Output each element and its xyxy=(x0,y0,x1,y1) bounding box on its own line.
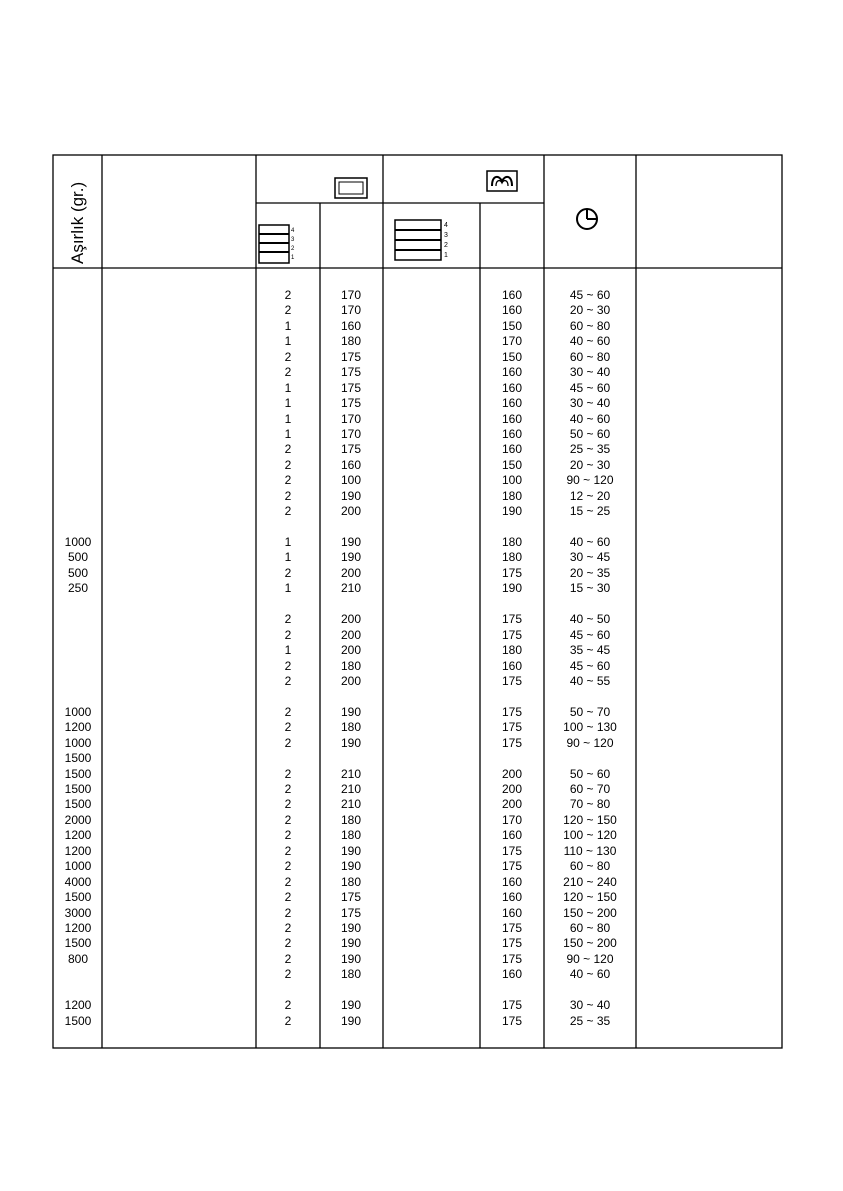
temperature-cell: 190 xyxy=(501,504,523,519)
temperature-cell: 175 xyxy=(501,720,523,735)
time-cell: 25 ~ 35 xyxy=(569,1013,611,1028)
shelf-cell xyxy=(256,751,320,766)
shelf-cell: 2 xyxy=(284,859,292,874)
weight-cell: 1000 xyxy=(64,535,92,549)
weight-header: Aşırlık (gr.) xyxy=(68,181,87,264)
temperature-cell: 160 xyxy=(501,288,523,302)
temperature-cell: 150 xyxy=(501,349,523,364)
temperature-cell: 170 xyxy=(340,303,362,318)
conventional-oven-icon xyxy=(334,177,368,199)
shelf-cell: 2 xyxy=(284,565,292,580)
shelf-cell xyxy=(256,597,320,612)
shelf-cell: 2 xyxy=(284,874,292,889)
shelf-num: 2 xyxy=(291,246,295,252)
weight-cell xyxy=(54,983,102,998)
time-cell: 45 ~ 60 xyxy=(569,288,611,302)
temperature-cell xyxy=(480,689,544,704)
shelf-num: 4 xyxy=(444,222,448,229)
weight-cell: 1200 xyxy=(64,720,92,735)
temperature-cell: 160 xyxy=(501,967,523,982)
time-cell: 50 ~ 60 xyxy=(569,426,611,441)
temperature-cell: 180 xyxy=(340,874,362,889)
temperature-cell: 100 xyxy=(340,473,362,488)
shelf-cell: 2 xyxy=(284,704,292,719)
weight-cell: 1500 xyxy=(64,797,92,812)
fan-oven-icon xyxy=(486,170,518,192)
weight-cell: 2000 xyxy=(64,812,92,827)
time-cell: 12 ~ 20 xyxy=(569,488,611,503)
weight-cell xyxy=(54,612,102,627)
shelf-cell: 2 xyxy=(284,828,292,843)
weight-cell xyxy=(54,628,102,643)
temperature-cell: 175 xyxy=(501,936,523,951)
shelf-cell: 2 xyxy=(284,766,292,781)
shelf-num: 3 xyxy=(444,232,448,239)
weight-cell xyxy=(54,643,102,658)
weight-cell: 4000 xyxy=(64,874,92,889)
shelf-cell: 1 xyxy=(284,550,292,565)
time-cell: 30 ~ 40 xyxy=(569,998,611,1013)
temperature-cell: 175 xyxy=(501,859,523,874)
shelf-cell: 2 xyxy=(284,303,292,318)
temperature-cell: 170 xyxy=(340,411,362,426)
temperature-cell: 210 xyxy=(340,581,362,596)
time-cell: 120 ~ 150 xyxy=(563,890,617,905)
shelf-cell: 2 xyxy=(284,812,292,827)
weight-cell: 1200 xyxy=(64,920,92,935)
time-cell: 150 ~ 200 xyxy=(563,905,617,920)
weight-cell xyxy=(54,334,102,349)
weight-cell xyxy=(54,489,102,504)
weight-cell xyxy=(54,674,102,689)
temperature-cell: 175 xyxy=(501,627,523,642)
temperature-cell: 160 xyxy=(501,905,523,920)
shelf-cell: 2 xyxy=(284,1013,292,1028)
temperature-cell: 210 xyxy=(340,797,362,812)
temperature-cell: 160 xyxy=(501,442,523,457)
temperature-cell xyxy=(480,983,544,998)
temperature-cell: 175 xyxy=(501,612,523,627)
time-cell: 40 ~ 50 xyxy=(569,612,611,627)
temperature-cell: 190 xyxy=(340,920,362,935)
temperature-cell: 180 xyxy=(340,720,362,735)
temperature-cell: 190 xyxy=(340,951,362,966)
shelf-cell: 2 xyxy=(284,442,292,457)
shelf-cell: 2 xyxy=(284,782,292,796)
temperature-cell: 190 xyxy=(340,550,362,565)
temperature-cell: 190 xyxy=(340,704,362,719)
shelf-cell: 2 xyxy=(284,349,292,364)
time-cell: 40 ~ 55 xyxy=(569,673,611,688)
shelf-cell: 2 xyxy=(284,473,292,488)
temperature-cell: 100 xyxy=(501,473,523,488)
conventional-shelf-column xyxy=(256,288,320,1029)
time-cell: 40 ~ 60 xyxy=(569,535,611,549)
temperature-cell: 200 xyxy=(340,612,362,627)
time-cell: 15 ~ 30 xyxy=(569,581,611,596)
temperature-cell xyxy=(320,597,382,612)
time-cell: 60 ~ 70 xyxy=(569,782,611,796)
temperature-cell: 190 xyxy=(501,581,523,596)
temperature-cell: 175 xyxy=(501,565,523,580)
temperature-cell xyxy=(320,689,382,704)
temperature-cell: 200 xyxy=(501,797,523,812)
weight-cell: 1000 xyxy=(64,859,92,874)
temperature-cell: 175 xyxy=(501,951,523,966)
shelf-cell: 2 xyxy=(284,612,292,627)
temperature-cell: 175 xyxy=(501,735,523,750)
weight-cell: 500 xyxy=(67,550,89,565)
temperature-cell: 175 xyxy=(501,704,523,719)
weight-cell xyxy=(54,319,102,334)
time-cell: 40 ~ 60 xyxy=(569,334,611,349)
temperature-cell: 160 xyxy=(501,426,523,441)
temperature-cell: 210 xyxy=(340,766,362,781)
time-cell: 210 ~ 240 xyxy=(563,874,617,889)
weight-cell: 1500 xyxy=(64,1013,92,1028)
shelf-cell: 1 xyxy=(284,380,292,395)
shelf-num: 1 xyxy=(444,252,448,259)
shelf-cell: 2 xyxy=(284,843,292,858)
temperature-cell: 180 xyxy=(340,812,362,827)
temperature-cell: 200 xyxy=(340,673,362,688)
temperature-cell: 160 xyxy=(501,380,523,395)
time-cell: 60 ~ 80 xyxy=(569,349,611,364)
temperature-cell: 160 xyxy=(501,303,523,318)
temperature-cell: 190 xyxy=(340,998,362,1013)
shelf-num: 3 xyxy=(291,237,295,243)
temperature-cell: 175 xyxy=(501,920,523,935)
time-cell: 60 ~ 80 xyxy=(569,318,611,333)
shelf-cell xyxy=(256,689,320,704)
weight-cell: 1000 xyxy=(64,735,92,750)
temperature-cell: 190 xyxy=(340,859,362,874)
weight-cell xyxy=(54,303,102,318)
temperature-cell: 180 xyxy=(501,643,523,658)
time-cell: 40 ~ 60 xyxy=(569,967,611,982)
time-cell: 30 ~ 45 xyxy=(569,550,611,565)
temperature-cell: 175 xyxy=(501,673,523,688)
temperature-cell: 150 xyxy=(501,318,523,333)
temperature-cell: 190 xyxy=(340,535,362,549)
timer-icon xyxy=(574,206,600,232)
conventional-temperature-column xyxy=(320,288,382,1029)
temperature-cell: 160 xyxy=(340,318,362,333)
shelf-cell xyxy=(256,520,320,535)
time-cell: 35 ~ 45 xyxy=(569,643,611,658)
shelf-cell: 2 xyxy=(284,658,292,673)
temperature-cell: 160 xyxy=(501,828,523,843)
weight-cell xyxy=(54,442,102,457)
time-cell: 45 ~ 60 xyxy=(569,627,611,642)
temperature-cell: 170 xyxy=(340,288,362,302)
weight-cell: 1200 xyxy=(64,843,92,858)
temperature-cell: 200 xyxy=(340,627,362,642)
time-cell: 110 ~ 130 xyxy=(563,843,617,858)
shelf-cell: 2 xyxy=(284,920,292,935)
time-cell: 20 ~ 30 xyxy=(569,303,611,318)
temperature-cell: 160 xyxy=(501,411,523,426)
time-cell xyxy=(544,520,636,535)
time-cell: 15 ~ 25 xyxy=(569,504,611,519)
temperature-cell: 180 xyxy=(340,334,362,349)
temperature-cell: 175 xyxy=(340,442,362,457)
time-cell xyxy=(544,597,636,612)
fan-temperature-column xyxy=(480,288,544,1029)
time-cell: 45 ~ 60 xyxy=(569,658,611,673)
shelf-cell: 2 xyxy=(284,905,292,920)
temperature-cell: 160 xyxy=(501,396,523,411)
weight-cell: 250 xyxy=(67,581,89,596)
shelf-cell: 2 xyxy=(284,504,292,519)
time-cell: 50 ~ 60 xyxy=(569,766,611,781)
temperature-cell: 200 xyxy=(501,782,523,796)
weight-cell xyxy=(54,288,102,303)
temperature-cell: 175 xyxy=(501,843,523,858)
temperature-cell: 175 xyxy=(501,998,523,1013)
time-cell: 60 ~ 80 xyxy=(569,920,611,935)
time-cell: 20 ~ 30 xyxy=(569,457,611,472)
time-cell: 50 ~ 70 xyxy=(569,704,611,719)
time-cell xyxy=(544,751,636,766)
time-cell: 60 ~ 80 xyxy=(569,859,611,874)
time-cell: 30 ~ 40 xyxy=(569,396,611,411)
shelf-level-icon xyxy=(258,223,298,265)
temperature-cell: 160 xyxy=(340,457,362,472)
temperature-cell: 210 xyxy=(340,782,362,796)
shelf-num: 1 xyxy=(291,255,295,261)
weight-cell xyxy=(54,967,102,982)
time-cell: 30 ~ 40 xyxy=(569,365,611,380)
shelf-cell: 1 xyxy=(284,535,292,549)
shelf-cell: 1 xyxy=(284,643,292,658)
temperature-cell xyxy=(480,751,544,766)
temperature-cell: 200 xyxy=(340,504,362,519)
temperature-cell: 150 xyxy=(501,457,523,472)
shelf-cell: 2 xyxy=(284,673,292,688)
weight-cell: 1000 xyxy=(64,704,92,719)
weight-cell: 1200 xyxy=(64,828,92,843)
shelf-num: 4 xyxy=(291,228,295,234)
shelf-cell: 2 xyxy=(284,936,292,951)
weight-cell xyxy=(54,365,102,380)
time-cell: 90 ~ 120 xyxy=(566,473,614,488)
temperature-cell: 175 xyxy=(340,890,362,905)
shelf-cell: 1 xyxy=(284,396,292,411)
weight-cell xyxy=(54,473,102,488)
weight-cell xyxy=(54,597,102,612)
temperature-cell: 180 xyxy=(501,550,523,565)
temperature-cell: 160 xyxy=(501,365,523,380)
shelf-cell: 2 xyxy=(284,288,292,302)
shelf-cell: 2 xyxy=(284,951,292,966)
shelf-cell: 2 xyxy=(284,457,292,472)
weight-cell xyxy=(54,350,102,365)
weight-cell: 500 xyxy=(67,565,89,580)
shelf-cell: 2 xyxy=(284,720,292,735)
temperature-cell: 190 xyxy=(340,936,362,951)
shelf-cell: 2 xyxy=(284,998,292,1013)
weight-cell: 1500 xyxy=(64,890,92,905)
shelf-cell: 1 xyxy=(284,581,292,596)
weight-cell: 1200 xyxy=(64,998,92,1013)
temperature-cell: 200 xyxy=(340,565,362,580)
shelf-cell xyxy=(256,983,320,998)
time-cell: 25 ~ 35 xyxy=(569,442,611,457)
time-cell: 120 ~ 150 xyxy=(563,812,617,827)
shelf-level-icon xyxy=(394,218,454,262)
temperature-cell: 180 xyxy=(340,828,362,843)
temperature-cell: 200 xyxy=(501,766,523,781)
temperature-cell: 180 xyxy=(501,488,523,503)
temperature-cell: 175 xyxy=(340,396,362,411)
temperature-cell: 175 xyxy=(501,1013,523,1028)
weight-cell xyxy=(54,396,102,411)
time-cell: 100 ~ 130 xyxy=(563,720,617,735)
weight-cell: 1500 xyxy=(64,936,92,951)
temperature-cell: 175 xyxy=(340,365,362,380)
weight-cell: 1500 xyxy=(64,782,92,796)
shelf-cell: 2 xyxy=(284,797,292,812)
time-cell: 100 ~ 120 xyxy=(563,828,617,843)
temperature-cell: 175 xyxy=(340,380,362,395)
temperature-cell: 190 xyxy=(340,735,362,750)
shelf-cell: 2 xyxy=(284,488,292,503)
cooking-time-column xyxy=(544,288,636,1029)
shelf-cell: 2 xyxy=(284,735,292,750)
temperature-cell xyxy=(320,751,382,766)
weight-cell: 1500 xyxy=(64,751,92,766)
time-cell: 45 ~ 60 xyxy=(569,380,611,395)
weight-cell xyxy=(54,659,102,674)
time-cell: 90 ~ 120 xyxy=(566,951,614,966)
weight-cell xyxy=(54,427,102,442)
weight-cell xyxy=(54,458,102,473)
weight-cell: 1500 xyxy=(64,766,92,781)
time-cell: 70 ~ 80 xyxy=(569,797,611,812)
shelf-cell: 1 xyxy=(284,426,292,441)
temperature-cell: 170 xyxy=(501,812,523,827)
weight-cell: 800 xyxy=(67,951,89,966)
temperature-cell xyxy=(320,983,382,998)
temperature-cell: 190 xyxy=(340,1013,362,1028)
temperature-cell: 175 xyxy=(340,349,362,364)
temperature-cell xyxy=(480,520,544,535)
temperature-cell: 200 xyxy=(340,643,362,658)
temperature-cell: 160 xyxy=(501,658,523,673)
weight-cell: 3000 xyxy=(64,905,92,920)
shelf-cell: 1 xyxy=(284,411,292,426)
temperature-cell: 170 xyxy=(501,334,523,349)
weight-cell xyxy=(54,504,102,519)
time-cell xyxy=(544,983,636,998)
weight-cell xyxy=(54,689,102,704)
time-cell xyxy=(544,689,636,704)
temperature-cell: 160 xyxy=(501,890,523,905)
time-cell: 20 ~ 35 xyxy=(569,565,611,580)
temperature-cell xyxy=(320,520,382,535)
weight-cell xyxy=(54,520,102,535)
shelf-num: 2 xyxy=(444,242,448,249)
time-cell: 90 ~ 120 xyxy=(566,735,614,750)
temperature-cell: 160 xyxy=(501,874,523,889)
temperature-cell: 190 xyxy=(340,488,362,503)
shelf-cell: 1 xyxy=(284,318,292,333)
temperature-cell: 180 xyxy=(340,967,362,982)
shelf-cell: 2 xyxy=(284,365,292,380)
shelf-cell: 2 xyxy=(284,890,292,905)
shelf-cell: 2 xyxy=(284,627,292,642)
temperature-cell: 190 xyxy=(340,843,362,858)
time-cell: 150 ~ 200 xyxy=(563,936,617,951)
shelf-cell: 1 xyxy=(284,334,292,349)
temperature-cell: 175 xyxy=(340,905,362,920)
temperature-cell: 180 xyxy=(501,535,523,549)
temperature-cell: 170 xyxy=(340,426,362,441)
weight-cell xyxy=(54,412,102,427)
temperature-cell: 180 xyxy=(340,658,362,673)
weight-cell xyxy=(54,381,102,396)
temperature-cell xyxy=(480,597,544,612)
weight-column xyxy=(54,288,102,1029)
time-cell: 40 ~ 60 xyxy=(569,411,611,426)
shelf-cell: 2 xyxy=(284,967,292,982)
